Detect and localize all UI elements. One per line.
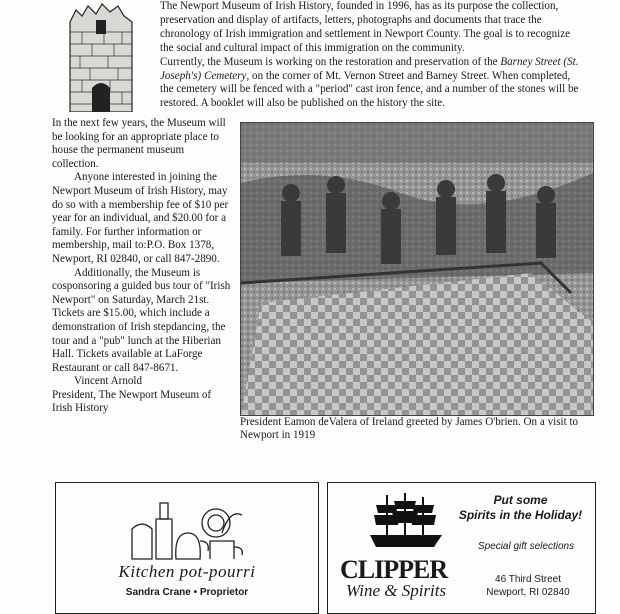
intro-text: [160, 0, 585, 111]
kitchen-brand: Kitchen pot-pourri: [118, 562, 256, 581]
kitchen-potpourri-ad: [55, 482, 319, 614]
tower-illustration: [52, 0, 150, 112]
left-paragraph-1: In the next few years, the Museum will be looking for an appropriate place to house the permanent museum collection.: [52, 117, 226, 170]
headline-line-2: Spirits in the Holiday!: [458, 508, 583, 522]
left-paragraph-2: Anyone interested in joining the Newport Museum of Irish History, may do so with a membership fee of $10 per year for an individual, and $20.00 for a family. For further information or membership, mail to:P.O. Box 1378, Newport, RI 02840, or call 847-2890.: [52, 171, 229, 265]
clipper-headline: [453, 493, 588, 523]
clipper-subline: Special gift selections: [477, 541, 575, 552]
intro-paragraph-1: The Newport Museum of Irish History, founded in 1996, has as its purpose the collection, preservation and display of artifacts, letters, photographs and documents that trace the chronology of Irish immigration and settlement in Newport County. The goal is to recognize the social and cultural impact of this immigration on the community.: [160, 0, 571, 54]
clipper-brand: CLIPPER: [340, 555, 448, 584]
address-line-1: 46 Third Street: [495, 574, 561, 585]
headline-line-1: Put some: [493, 493, 548, 507]
photo-caption: President Eamon deValera of Ireland greeted by James O'brien. On a visit to Newport in 1919: [240, 416, 579, 442]
kitchenware-illustration: [126, 489, 250, 561]
intro-p2-start: Currently, the Museum is working on the restoration and preservation of the: [160, 55, 501, 68]
intro-p2-end: , on the corner of Mt. Vernon Street and Barney Street. When completed, the cemetery will be fenced with a "period" cast iron fence, and a number of the stones will be restored. A booklet will also be published on the history the site.: [160, 69, 579, 110]
address-line-2: Newport, RI 02840: [486, 587, 570, 598]
clipper-brand-2: Wine & Spirits: [346, 581, 447, 600]
kitchen-owner: Sandra Crane • Proprietor: [125, 587, 249, 598]
signature-name: Vincent Arnold: [74, 375, 143, 388]
left-paragraph-3: Additionally, the Museum is cosponsoring a guided bus tour of "Irish Newport" on Saturday, March 21st. Tickets are $15.00, which include a demonstration of Irish stepdancing, the tour and a "pub" lunch at the Hiberian Hall. Tickets available at LaForge Restaurant or call 847-8671.: [52, 266, 231, 374]
ship-icon: [366, 491, 444, 553]
left-column: [52, 117, 232, 416]
intro-paragraph-2: [160, 56, 585, 112]
historic-photo: [240, 122, 594, 416]
signature-title: President, The Newport Museum of Irish History: [52, 388, 212, 415]
cemetery-name: Barney Street (St. Joseph's) Cemetery: [160, 55, 579, 82]
clipper-address: [468, 573, 588, 599]
clipper-ad: [327, 482, 596, 614]
